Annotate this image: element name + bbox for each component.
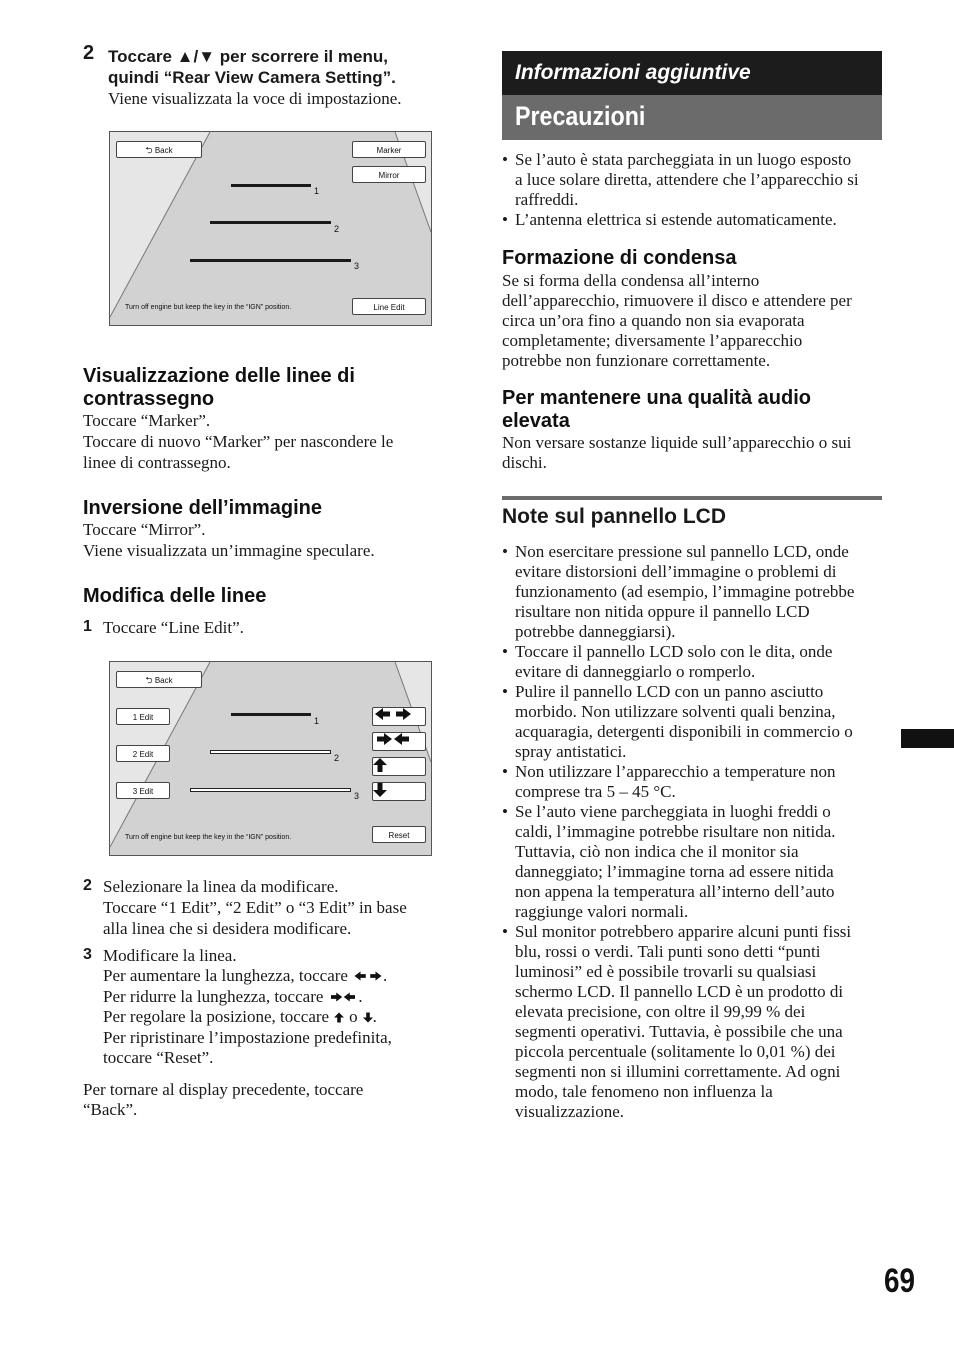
bullet-line: Tuttavia, ciò non indica che il monitor sia: [515, 842, 799, 861]
body-text: Toccare “Line Edit”.: [103, 618, 244, 637]
body-text: Selezionare la linea da modificare.: [103, 877, 339, 896]
bullet-line: modo, tale fenomeno non influenza la: [515, 1082, 773, 1101]
body-text: linee di contrassegno.: [83, 453, 231, 472]
guide-line-3: [190, 788, 351, 792]
bullet-line: morbido. Non utilizzare solventi quali benzina,: [515, 702, 836, 721]
banner-subtitle: Informazioni aggiuntive: [515, 61, 751, 84]
edge-tab-marker: [901, 729, 954, 748]
step-number: 2: [83, 42, 95, 64]
body-text: Per regolare la posizione, toccare: [103, 1007, 330, 1026]
body-text: Toccare “Marker”.: [83, 411, 211, 430]
paragraph: [502, 433, 892, 473]
bullet-line: evitare distorsioni dell’immagine o problemi di: [515, 562, 837, 581]
bullet-line: • L’antenna elettrica si estende automaticamente.: [515, 210, 837, 229]
bullet-item: [502, 542, 892, 642]
bullet-item: [502, 802, 892, 922]
body-text-with-icon: [103, 987, 363, 1007]
section-title: Per mantenere una qualità audio: [502, 387, 811, 409]
bullet-item: [502, 682, 892, 762]
body-text-with-icon: [103, 1007, 377, 1027]
edit-3-button[interactable]: 3 Edit: [116, 782, 170, 799]
body-text: Viene visualizzata un’immagine speculare.: [83, 541, 375, 560]
bullet-line: • Toccare il pannello LCD solo con le dita, onde: [515, 642, 833, 661]
body-text: Modificare la linea.: [103, 946, 237, 965]
bullet-line: • Se l’auto viene parcheggiata in luoghi freddi o: [515, 802, 831, 821]
bullet-line: comprese tra 5 – 45 °C.: [515, 782, 676, 801]
section-title: contrassegno: [83, 388, 215, 410]
bullet-list: [502, 542, 892, 1122]
banner-title: Precauzioni: [515, 101, 646, 131]
guide-line-1: [231, 184, 311, 187]
section-title: Formazione di condensa: [502, 247, 737, 269]
body-text-with-icon: [103, 966, 387, 986]
bullet-line: raffreddi.: [515, 190, 579, 209]
back-button-label: Back: [154, 676, 173, 685]
body-text: Per ridurre la lunghezza, toccare: [103, 987, 324, 1006]
back-button[interactable]: [116, 671, 202, 688]
body-line: Non versare sostanze liquide sull’apparecchio o sui: [502, 433, 852, 452]
guide-line-2-label: 2: [334, 753, 340, 763]
step-number: 2: [83, 877, 92, 894]
guide-line-2: [210, 221, 331, 224]
bullet-line: acquaragia, detergenti disponibili in commercio o: [515, 722, 853, 741]
body-text: Toccare di nuovo “Marker” per nascondere le: [83, 432, 394, 451]
screen-caption: Turn off engine but keep the key in the “IGN” position.: [125, 304, 292, 311]
body-text: toccare “Reset”.: [103, 1048, 214, 1067]
guide-line-1: [231, 713, 311, 716]
bullet-line: visualizzazione.: [515, 1102, 625, 1121]
arrows-inward-icon: [328, 992, 358, 1002]
body-line: dischi.: [502, 453, 547, 472]
bullet-line: • Sul monitor potrebbero apparire alcuni punti fissi: [515, 922, 852, 941]
body-line: completamente; diversamente l’apparecchio: [502, 331, 803, 350]
bullet-line: • Se l’auto è stata parcheggiata in un luogo esposto: [515, 150, 852, 169]
move-down-button[interactable]: [372, 782, 426, 801]
arrows-outward-icon: [373, 708, 413, 720]
step-body: Viene visualizzata la voce di impostazione.: [108, 89, 402, 108]
bullet-line: • Pulire il pannello LCD con un panno asciutto: [515, 682, 824, 701]
body-text: Per ripristinare l’impostazione predefinita,: [103, 1028, 392, 1047]
back-button[interactable]: [116, 141, 202, 158]
bullet-line: schermo LCD. Il pannello LCD è un prodotto di: [515, 982, 844, 1001]
section-title: Modifica delle linee: [83, 585, 267, 607]
body-line: dell’apparecchio, rimuovere il disco e attendere per: [502, 291, 852, 310]
arrow-down-icon: [373, 783, 387, 797]
section-title: Visualizzazione delle linee di: [83, 365, 355, 387]
bullet-item: [502, 210, 892, 230]
body-line: Se si forma della condensa all’interno: [502, 271, 760, 290]
section-banner-gray: [502, 95, 882, 140]
edit-1-button[interactable]: 1 Edit: [116, 708, 170, 725]
bullet-line: spray antistatici.: [515, 742, 627, 761]
bullet-line: a luce solare diretta, attendere che l’apparecchio si: [515, 170, 859, 189]
bullet-line: • Non utilizzare l’apparecchio a temperature non: [515, 762, 836, 781]
guide-line-3: [190, 259, 351, 262]
back-arrow-icon: ⮌: [145, 675, 153, 685]
arrows-outward-icon: [353, 971, 383, 981]
section-title: Note sul pannello LCD: [502, 505, 727, 528]
screen-caption: Turn off engine but keep the key in the “IGN” position.: [125, 834, 292, 841]
bullet-line: funzionamento (ad esempio, l’immagine potrebbe: [515, 582, 855, 601]
bullet-line: non appena la temperatura all’interno dell’auto: [515, 882, 835, 901]
guide-line-3-label: 3: [354, 791, 360, 801]
line-edit-button[interactable]: Line Edit: [352, 298, 426, 315]
bullet-line: elevata precisione, con oltre il 99,99 % dei: [515, 1002, 806, 1021]
arrow-up-icon: [373, 758, 387, 772]
bullet-line: raggiunge valori normali.: [515, 902, 689, 921]
screen-background-shape: [110, 132, 431, 325]
bullet-line: potrebbe danneggiarsi).: [515, 622, 676, 641]
step-title-line: Toccare ▲/▼ per scorrere il menu,: [108, 47, 388, 66]
bullet-line: luminosi” ed è possibile trovarli su qualsiasi: [515, 962, 817, 981]
bullet-item: [502, 150, 892, 210]
settings-screen-mockup: [109, 131, 432, 326]
marker-button[interactable]: Marker: [352, 141, 426, 158]
bullet-list: [502, 150, 892, 230]
bullet-line: caldi, l’immagine potrebbe risultare non nitida.: [515, 822, 836, 841]
bullet-item: [502, 922, 892, 1122]
step-number: 1: [83, 618, 92, 635]
body-text: “Back”.: [83, 1100, 138, 1119]
body-line: potrebbe non funzionare correttamente.: [502, 351, 771, 370]
guide-line-1-label: 1: [314, 186, 320, 196]
bullet-item: [502, 642, 892, 682]
body-text: .: [382, 966, 388, 985]
bullet-line: • Non esercitare pressione sul pannello LCD, onde: [515, 542, 849, 561]
body-text: .: [358, 987, 363, 1006]
arrows-inward-icon: [373, 733, 413, 745]
paragraph: [502, 271, 892, 371]
arrow-up-icon: [334, 1012, 344, 1023]
bullet-item: [502, 762, 892, 802]
body-text: Per aumentare la lunghezza, toccare: [103, 966, 348, 985]
section-rule: [502, 496, 882, 500]
body-text: Toccare “1 Edit”, “2 Edit” o “3 Edit” in base: [103, 898, 407, 917]
body-text: o: [349, 1007, 358, 1026]
guide-line-2: [210, 750, 331, 754]
bullet-line: evitare di danneggiarlo o romperlo.: [515, 662, 756, 681]
move-up-button[interactable]: [372, 757, 426, 776]
section-title: Inversione dell’immagine: [83, 497, 322, 519]
back-button-label: Back: [154, 146, 173, 155]
guide-line-3-label: 3: [354, 261, 360, 271]
shorten-button[interactable]: [372, 732, 426, 751]
bullet-line: danneggiato; l’immagine torna ad essere nitida: [515, 862, 834, 881]
bullet-line: segmenti non si illumini correttamente. Ad ogni: [515, 1062, 841, 1081]
line-edit-screen-mockup: [109, 661, 432, 856]
body-text: Toccare “Mirror”.: [83, 520, 206, 539]
edit-2-button[interactable]: 2 Edit: [116, 745, 170, 762]
body-text: .: [372, 1007, 377, 1026]
guide-line-1-label: 1: [314, 716, 320, 726]
bullet-line: risultare non nitida oppure il pannello LCD: [515, 602, 810, 621]
body-text: alla linea che si desidera modificare.: [103, 919, 352, 938]
section-title: elevata: [502, 410, 570, 432]
body-line: circa un’ora fino a quando non sia evaporata: [502, 311, 805, 330]
page-number: 69: [884, 1262, 916, 1300]
reset-button[interactable]: Reset: [372, 826, 426, 843]
section-banner-dark: [502, 51, 882, 95]
guide-line-2-label: 2: [334, 224, 340, 234]
mirror-button[interactable]: Mirror: [352, 166, 426, 183]
bullet-line: segmenti operativi. Tuttavia, è possibile che una: [515, 1022, 843, 1041]
bullet-line: piccola percentuale (solitamente lo 0,01 %) dei: [515, 1042, 836, 1061]
arrow-down-icon: [363, 1012, 373, 1023]
body-text: Per tornare al display precedente, toccare: [83, 1080, 364, 1099]
bullet-line: blu, rossi o verdi. Tali punti sono detti “punti: [515, 942, 821, 961]
step-title-line: quindi “Rear View Camera Setting”.: [108, 68, 396, 87]
lengthen-button[interactable]: [372, 707, 426, 726]
step-number: 3: [83, 946, 92, 963]
back-arrow-icon: ⮌: [145, 145, 153, 155]
